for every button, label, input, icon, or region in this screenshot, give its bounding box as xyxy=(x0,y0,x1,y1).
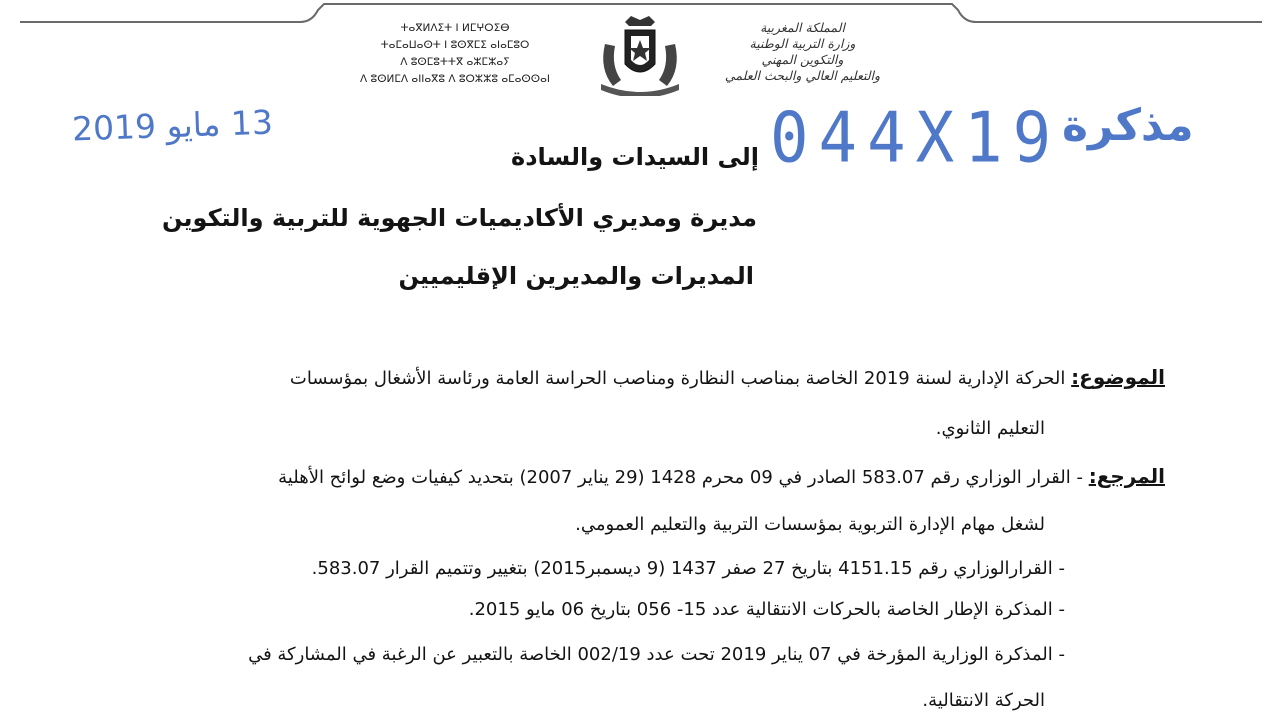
ministry-line: والتكوين المهني xyxy=(761,52,844,67)
reference-item-4-continuation: الحركة الانتقالية. xyxy=(922,690,1045,711)
subject-line xyxy=(290,365,1165,389)
addressee-line-2: مديرة ومديري الأكاديميات الجهوية للتربية والتكوين xyxy=(161,204,757,232)
subject-label: الموضوع: xyxy=(1071,365,1165,389)
subject-text: الحركة الإدارية لسنة 2019 الخاصة بمناصب النظارة ومناصب الحراسة العامة ورئاسة الأشغال بمؤسسات xyxy=(289,368,1066,389)
reference-item-4: - المذكرة الوزارية المؤرخة في 07 يناير 2019 تحت عدد 002/19 الخاصة بالتعبير عن الرغبة في المشاركة في xyxy=(248,644,1065,665)
ministry-name-arabic xyxy=(690,20,915,84)
tifinagh-line: ⴷ ⵓⵙⵍⵎⴷ ⴰⵏⵏⴰⴳⵓ ⴷ ⵓⵔⵣⵣⵓ ⴰⵎⴰⵙⵙⴰⵏ xyxy=(360,73,550,85)
addressee-line-3: المديرات والمديرين الإقليميين xyxy=(398,262,754,290)
stamp-date: 13 مايو 2019 xyxy=(71,102,274,149)
addressee-line-1: إلى السيدات والسادة xyxy=(511,143,759,171)
ministry-line: والتعليم العالي والبحث العلمي xyxy=(724,68,881,83)
tifinagh-line: ⵜⴰⴳⵍⴷⵉⵜ ⵏ ⵍⵎⵖⵔⵉⴱ xyxy=(400,22,510,34)
ministry-line: المملكة المغربية xyxy=(760,20,845,35)
reference-item-3: - المذكرة الإطار الخاصة بالحركات الانتقالية عدد 15- 056 بتاريخ 06 مايو 2015. xyxy=(468,599,1065,620)
royal-coat-of-arms-icon xyxy=(595,14,685,96)
memo-label-stamp: مذكرة xyxy=(1062,100,1194,151)
reference-item-1-continuation: لشغل مهام الإدارة التربوية بمؤسسات التربية والتعليم العمومي. xyxy=(575,514,1045,535)
memo-number-stamp: 044X19 xyxy=(770,99,1062,179)
reference-label: المرجع: xyxy=(1088,464,1165,488)
tifinagh-line: ⵜⴰⵎⴰⵡⴰⵙⵜ ⵏ ⵓⵙⴳⵎⵉ ⴰⵏⴰⵎⵓⵔ xyxy=(380,39,530,51)
ministry-name-tifinagh xyxy=(340,20,570,88)
reference-item-2: - القرارالوزاري رقم 4151.15 بتاريخ 27 صفر 1437 (9 ديسمبر2015) بتغيير وتتميم القرار 583.07. xyxy=(311,558,1065,579)
tifinagh-line: ⴷ ⵓⵙⵎⵓⵜⵜⴳ ⴰⵣⵎⵣⴰⵢ xyxy=(400,56,510,68)
subject-continuation: التعليم الثانوي. xyxy=(935,418,1045,439)
reference-line xyxy=(278,464,1165,488)
ministry-line: وزارة التربية الوطنية xyxy=(749,36,856,51)
reference-item-1: - القرار الوزاري رقم 583.07 الصادر في 09 محرم 1428 (29 يناير 2007) بتحديد كيفيات وضع لوائح الأهلية xyxy=(278,467,1083,488)
